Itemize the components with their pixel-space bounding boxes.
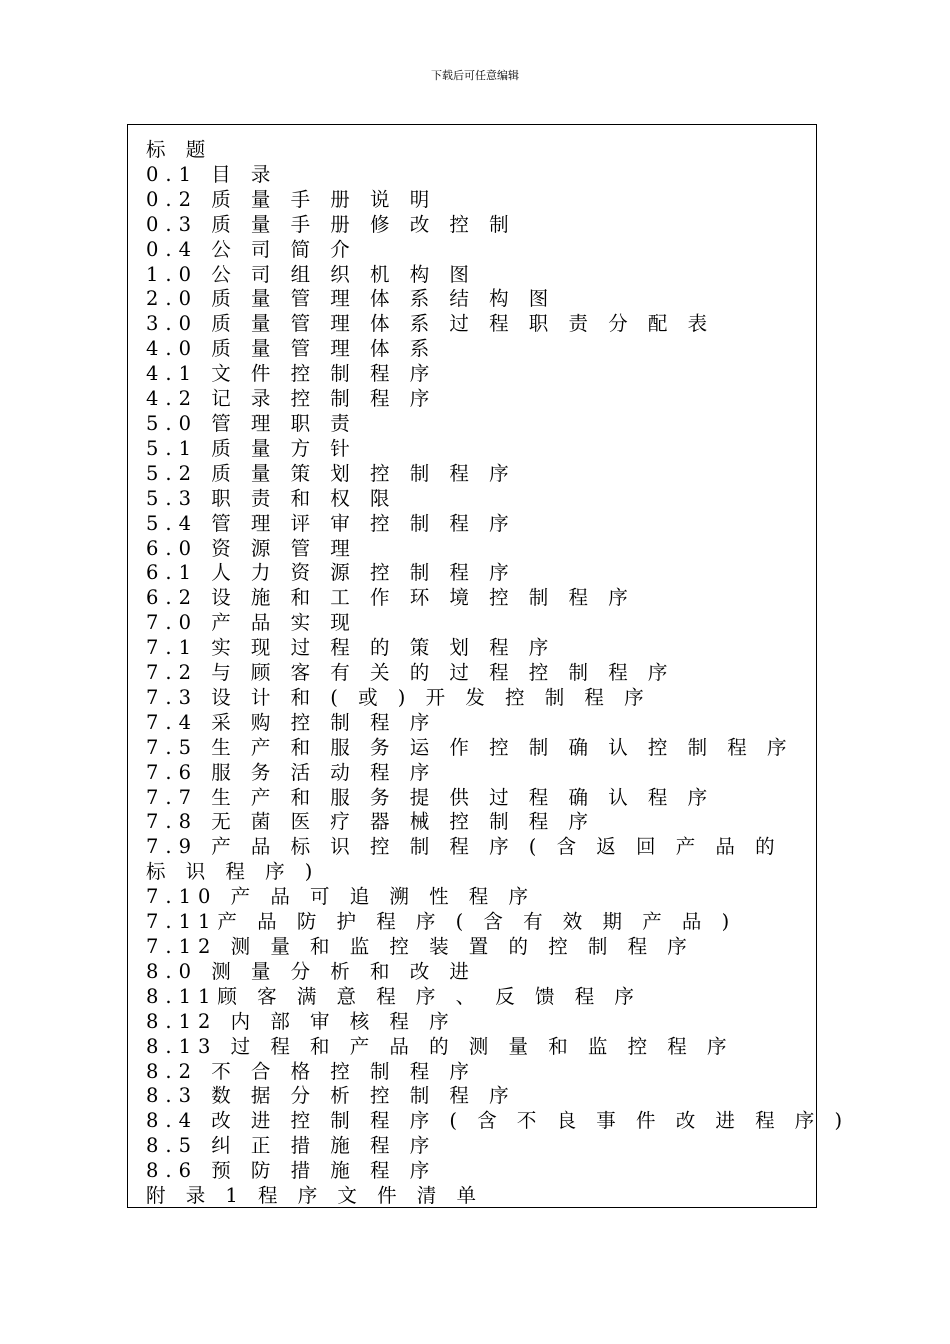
toc-entry: 7.6 服 务 活 动 程 序: [146, 760, 437, 784]
toc-entry: 7.12 测 量 和 监 控 装 置 的 控 制 程 序: [146, 935, 694, 958]
toc-entry: 0.4 公 司 简 介: [146, 237, 357, 261]
toc-entry: 4.1 文 件 控 制 程 序: [146, 362, 437, 386]
toc-entry: 7.11产 品 防 护 程 序 ( 含 有 效 期 产 品 ): [146, 910, 737, 934]
toc-entry: 4.2 记 录 控 制 程 序: [146, 387, 437, 411]
toc-entry: 6.0 资 源 管 理: [146, 536, 357, 560]
toc-entry: 0.3 质 量 手 册 修 改 控 制: [146, 212, 516, 236]
toc-entry: 8.0 测 量 分 析 和 改 进: [146, 959, 476, 983]
toc-entry: 6.2 设 施 和 工 作 环 境 控 制 程 序: [146, 586, 635, 610]
toc-entry: 5.4 管 理 评 审 控 制 程 序: [146, 511, 516, 535]
toc-entry: 8.4 改 进 控 制 程 序 ( 含 不 良 事 件 改 进 程 序 ): [146, 1109, 850, 1133]
toc-entry: 5.0 管 理 职 责: [146, 411, 357, 435]
toc-entry: 7.1 实 现 过 程 的 策 划 程 序: [146, 636, 556, 660]
toc-entry: 附 录 1 程 序 文 件 清 单: [146, 1184, 483, 1208]
toc-heading: 标 题: [146, 138, 213, 161]
toc-entry: 8.2 不 合 格 控 制 程 序: [146, 1059, 476, 1083]
toc-entry: 7.9 产 品 标 识 控 制 程 序 ( 含 返 回 产 品 的 标 识 程 序 ): [146, 835, 782, 884]
toc-entry: 7.7 生 产 和 服 务 提 供 过 程 确 认 程 序: [146, 785, 715, 809]
toc-entry: 7.5 生 产 和 服 务 运 作 控 制 确 认 控 制 程 序: [146, 735, 794, 759]
toc-entry: 8.3 数 据 分 析 控 制 程 序: [146, 1084, 516, 1108]
toc-entry: 8.11顾 客 满 意 程 序 、 反 馈 程 序: [146, 984, 641, 1008]
header-note: 下载后可任意编辑: [431, 69, 519, 82]
toc-entry: 7.3 设 计 和 ( 或 ) 开 发 控 制 程 序: [146, 685, 651, 709]
toc-entry: 7.0 产 品 实 现: [146, 611, 357, 635]
toc-entry: 8.13 过 程 和 产 品 的 测 量 和 监 控 程 序: [146, 1034, 734, 1058]
toc-entry: 4.0 质 量 管 理 体 系: [146, 337, 437, 361]
toc-entry: 3.0 质 量 管 理 体 系 过 程 职 责 分 配 表: [146, 312, 715, 336]
toc-entry: 0.2 质 量 手 册 说 明: [146, 187, 437, 211]
toc-entry: 5.1 质 量 方 针: [146, 436, 357, 460]
toc-entry: 1.0 公 司 组 织 机 构 图: [146, 262, 476, 286]
toc-entry: 8.12 内 部 审 核 程 序: [146, 1009, 456, 1033]
toc-entry: 6.1 人 力 资 源 控 制 程 序: [146, 561, 516, 585]
toc-entry: 8.6 预 防 措 施 程 序: [146, 1159, 437, 1183]
table-of-contents: [127, 124, 850, 1208]
toc-entry: 0.1 目 录: [146, 162, 278, 186]
toc-entry: 7.2 与 顾 客 有 关 的 过 程 控 制 程 序: [146, 661, 675, 685]
toc-entry: 5.3 职 责 和 权 限: [146, 486, 397, 510]
toc-entry: 7.8 无 菌 医 疗 器 械 控 制 程 序: [146, 810, 595, 834]
toc-list: [146, 138, 850, 1209]
toc-entry: 8.5 纠 正 措 施 程 序: [146, 1134, 437, 1158]
toc-entry: 2.0 质 量 管 理 体 系 结 构 图: [146, 287, 556, 311]
toc-entry: 7.4 采 购 控 制 程 序: [146, 710, 437, 734]
toc-entry: 7.10 产 品 可 追 溯 性 程 序: [146, 885, 536, 909]
toc-entry: 5.2 质 量 策 划 控 制 程 序: [146, 461, 516, 485]
